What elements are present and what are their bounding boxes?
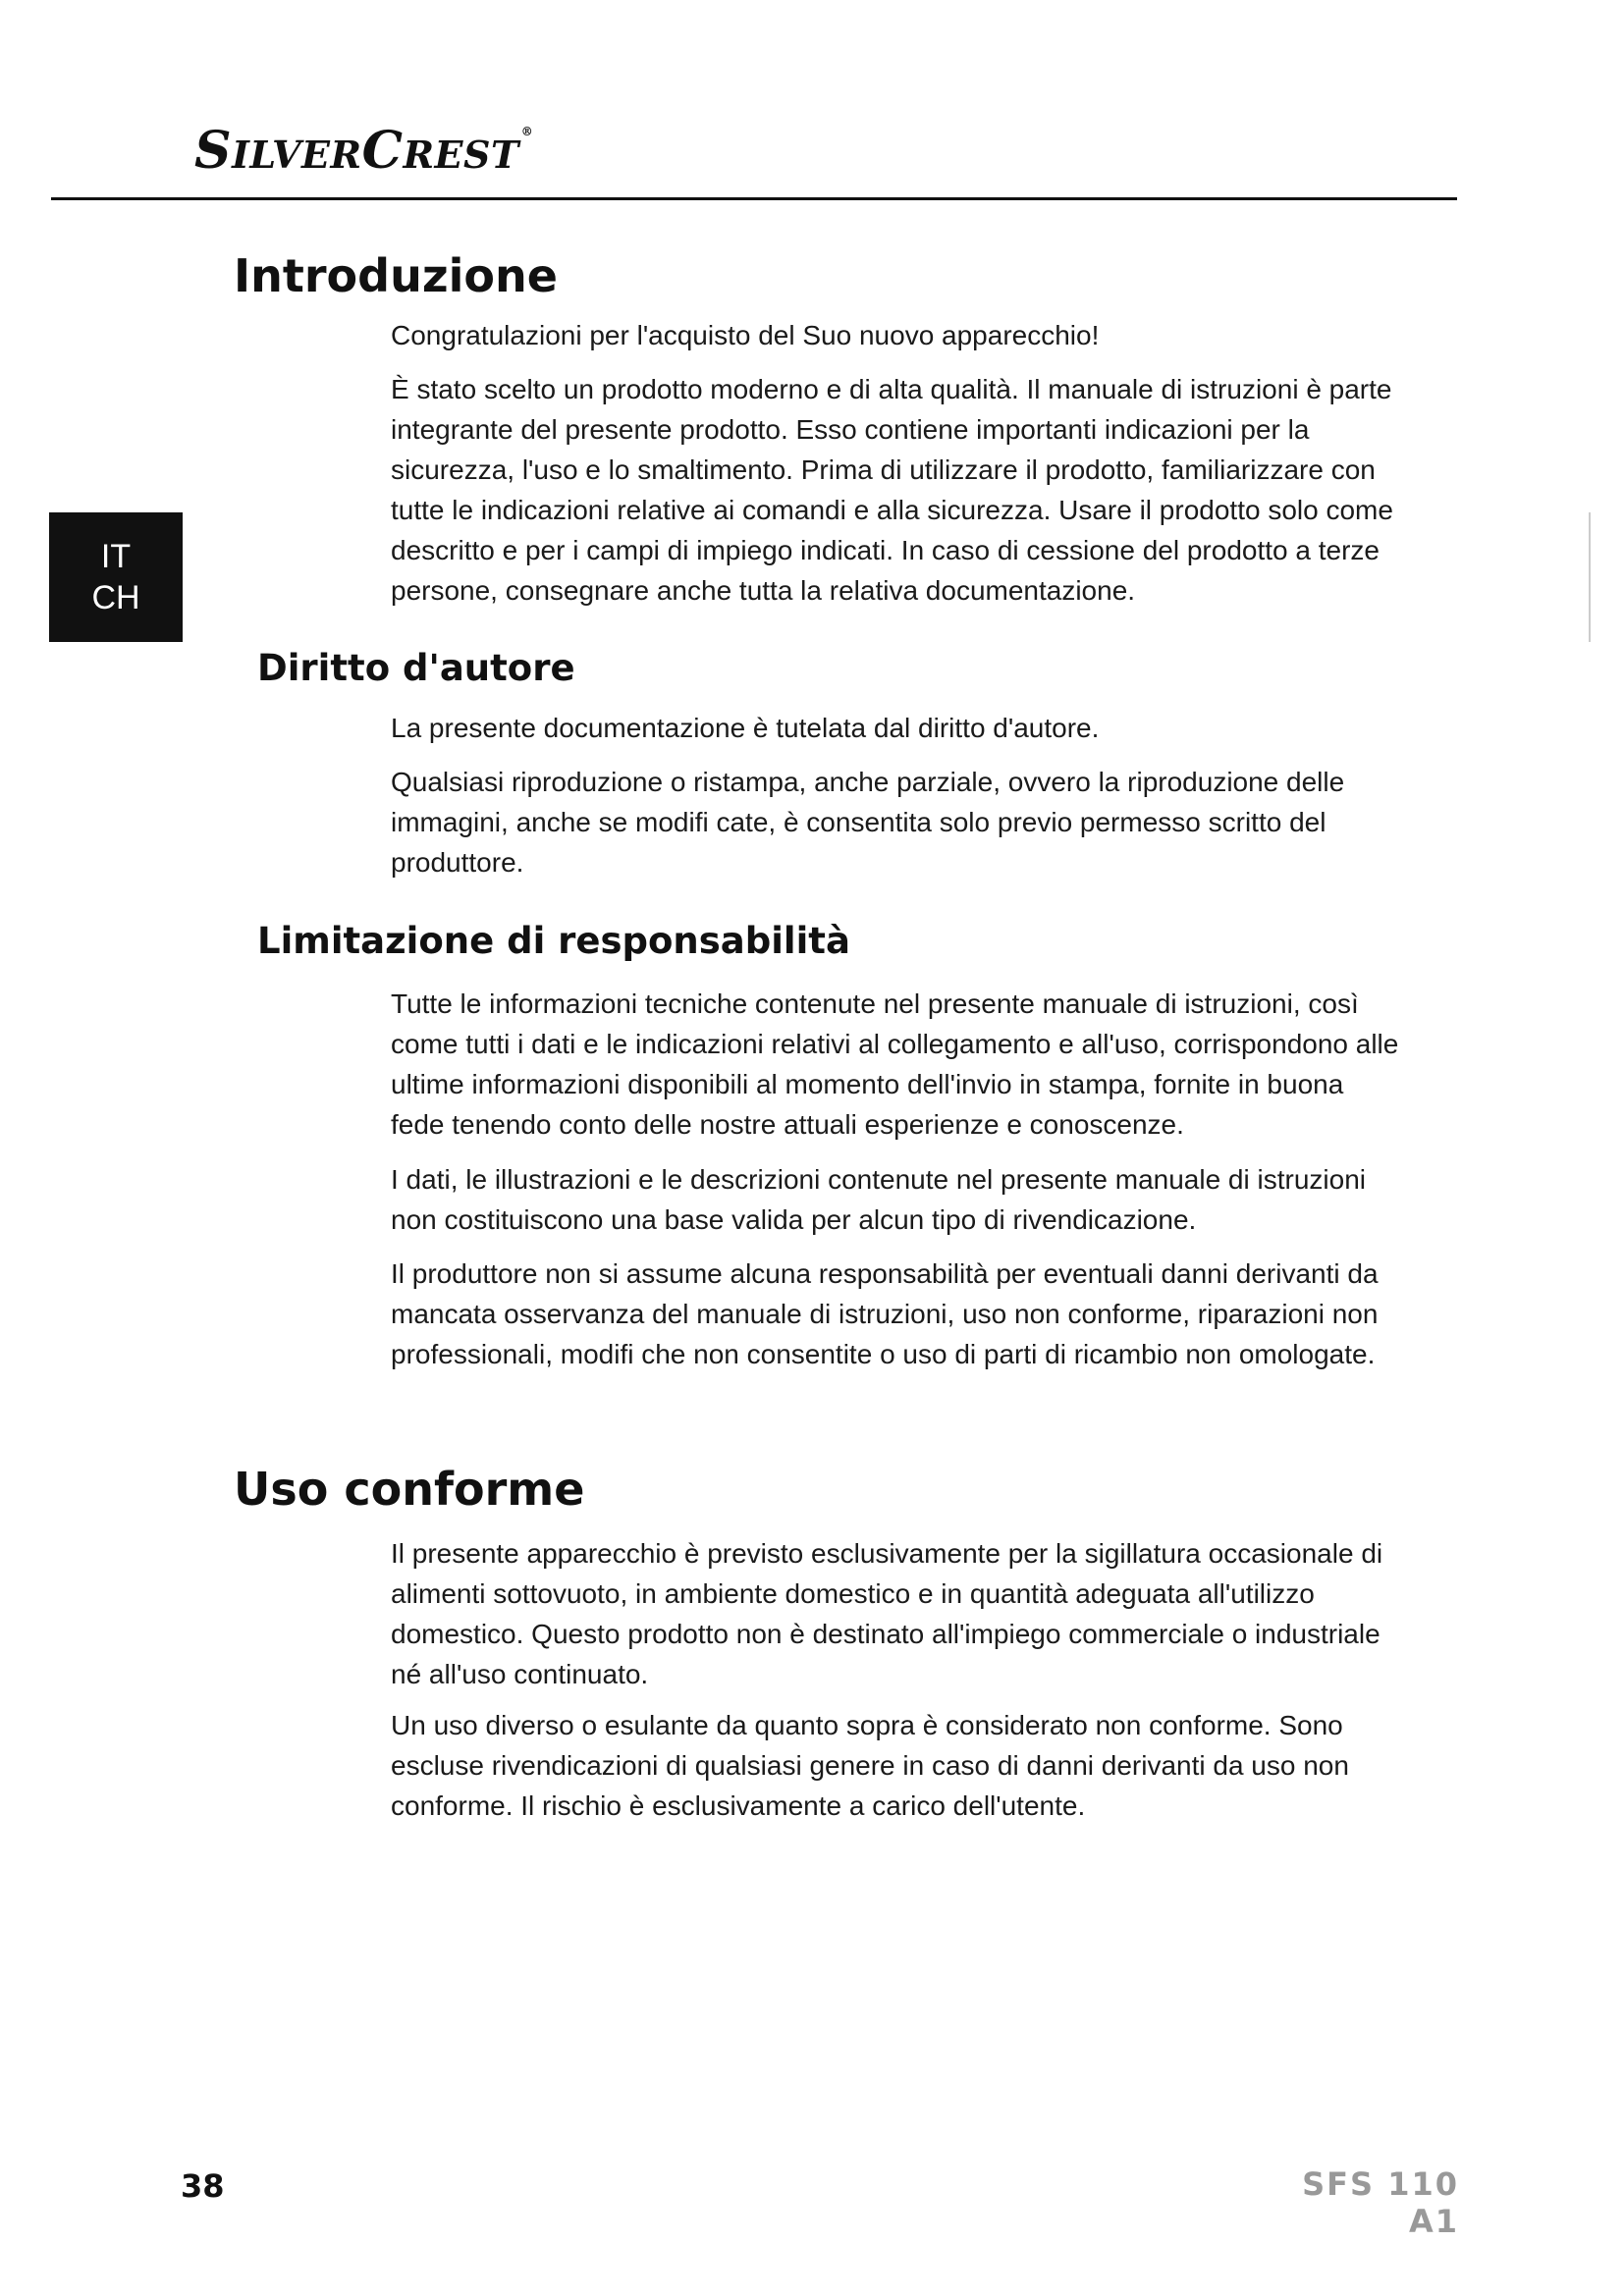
trademark-symbol: ®: [520, 125, 534, 138]
introduzione-paragraph-1: Congratulazioni per l'acquisto del Suo nuovo apparecchio!: [391, 320, 1100, 350]
language-code-it: IT: [100, 537, 132, 575]
section-title-diritto: Diritto d'autore: [257, 647, 575, 689]
brand-part1: ILVER: [232, 133, 362, 177]
language-tab: [49, 512, 183, 642]
section-title-introduzione: Introduzione: [234, 249, 558, 302]
brand-initial-c: C: [361, 121, 404, 181]
model-number: SFS 110 A1: [1302, 2165, 1459, 2240]
diritto-paragraph-1: La presente documentazione è tutelata dal diritto d'autore.: [391, 713, 1100, 743]
language-code-ch: CH: [91, 579, 140, 616]
uso-paragraph-1: Il presente apparecchio è previsto esclusivamente per la sigillatura occasionale di alimenti sottovuoto, in ambiente domestico e in quantità adeguata all'utilizzo domestico. Questo prodotto non è destinato all'impiego commerciale o industriale né all'uso continuato.: [391, 1538, 1383, 1689]
page-number: 38: [181, 2167, 225, 2205]
limitazione-paragraph-1: Tutte le informazioni tecniche contenute nel presente manuale di istruzioni, così come tutti i dati e le indicazioni relativi al collegamento e all'uso, corrispondono alle ultime informazioni disponibili al momento dell'invio in stampa, fornite in buona fede tenendo conto delle nostre attuali esperienze e conoscenze.: [391, 988, 1399, 1140]
page-edge-mark: [1589, 512, 1591, 642]
limitazione-paragraph-2: I dati, le illustrazioni e le descrizioni contenute nel presente manuale di istruzioni non costituiscono una base valida per alcun tipo di rivendicazione.: [391, 1164, 1366, 1235]
limitazione-paragraph-3: Il produttore non si assume alcuna responsabilità per eventuali danni derivanti da mancata osservanza del manuale di istruzioni, uso non conforme, riparazioni non professionali, modifi che non consentite o uso di parti di ricambio non omologate.: [391, 1258, 1379, 1369]
brand-initial-s: S: [194, 121, 233, 181]
brand-part2: [361, 121, 519, 181]
diritto-paragraph-2: Qualsiasi riproduzione o ristampa, anche parziale, ovvero la riproduzione delle immagini, anche se modifi cate, è consentita solo previo permesso scritto del produttore.: [391, 767, 1345, 878]
section-title-limitazione: Limitazione di responsabilità: [257, 920, 850, 962]
section-title-uso-conforme: Uso conforme: [234, 1463, 585, 1516]
uso-paragraph-2: Un uso diverso o esulante da quanto sopra è considerato non conforme. Sono escluse rivendicazioni di qualsiasi genere in caso di danni derivanti da uso non conforme. Il rischio è esclusivamente a carico dell'utente.: [391, 1710, 1349, 1821]
header-divider: [51, 197, 1457, 200]
introduzione-paragraph-2: È stato scelto un prodotto moderno e di alta qualità. Il manuale di istruzioni è parte integrante del presente prodotto. Esso contiene importanti indicazioni per la sicurezza, l'uso e lo smaltimento. Prima di utilizzare il prodotto, familiarizzare con tutte le indicazioni relative ai comandi e alla sicurezza. Usare il prodotto solo come descritto e per i campi di impiego indicati. In caso di cessione del prodotto a terze persone, consegnare anche tutta la relativa documentazione.: [391, 374, 1393, 606]
brand-part2-rest: REST: [403, 133, 519, 177]
brand-logo: [194, 121, 534, 181]
